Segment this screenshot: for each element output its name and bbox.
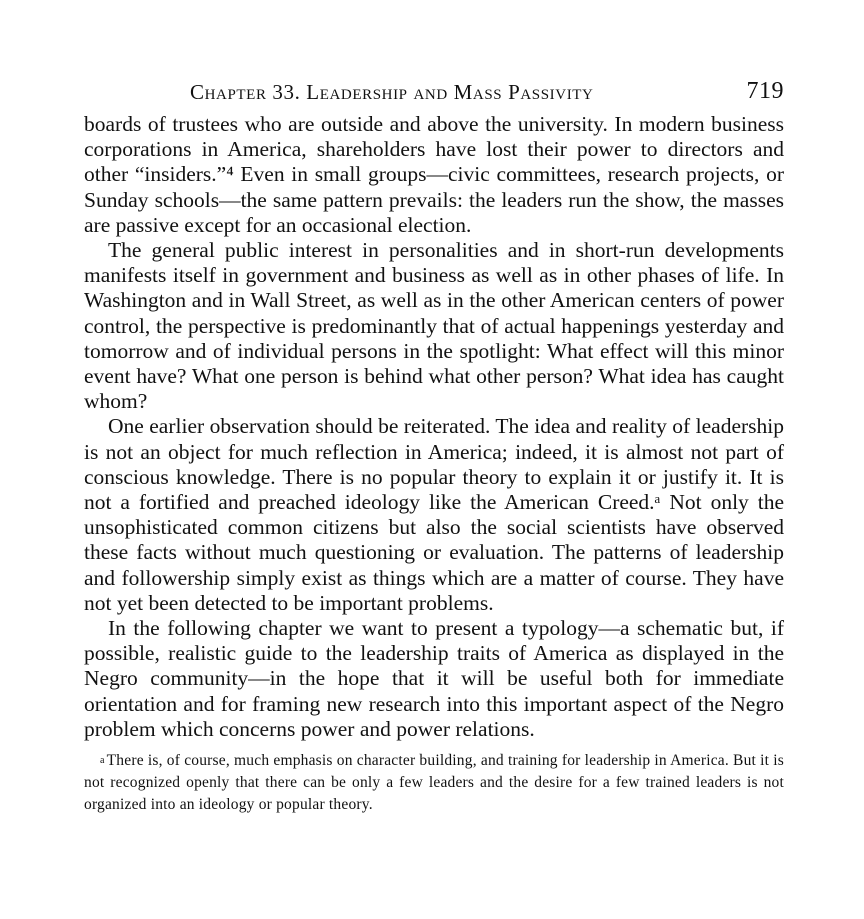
page-header (84, 78, 784, 112)
page-number: 719 (746, 78, 784, 104)
footnote (84, 750, 784, 816)
paragraph: The general public interest in personalities and in short-run developments manifests itself in government and business as well as in other phases of life. In Washington and in Wall Street, as well as in the other American centers of power control, the perspective is predominantly that of actual happenings yesterday and tomorrow and of individual persons in the spotlight: What effect will this minor event have? What one person is behind what other person? What idea has caught whom? (84, 238, 784, 414)
paragraph: In the following chapter we want to present a typology—a schematic but, if possible, realistic guide to the leadership traits of America as displayed in the Negro community—in the hope that it will be useful both for immediate orientation and for framing new research into this important aspect of the Negro problem which concerns power and power relations. (84, 616, 784, 741)
paragraph-continued: boards of trustees who are outside and above the university. In modern business corporations in America, shareholders have lost their power to directors and other “insiders.”⁴ Even in small groups—civic committees, research projects, or Sunday schools—the same pattern prevails: the leaders run the show, the masses are passive except for an occasional election. (84, 112, 784, 237)
footnote-marker: a (100, 755, 105, 767)
paragraph: One earlier observation should be reiterated. The idea and reality of leadership is not an object for much reflection in America; indeed, it is almost not part of conscious knowledge. There is no popular theory to explain it or justify it. It is not a fortified and preached ideology like the American Creed.ᵃ Not only the unsophisticated common citizens but also the social scientists have observed these facts without much questioning or evaluation. The patterns of leadership and followership simply exist as things which are a matter of course. They have not yet been detected to be important problems. (84, 414, 784, 615)
footnote-text: There is, of course, much emphasis on character building, and training for leadership in America. But it is not recognized openly that there can be only a few leaders and the desire for a few trained leaders is not organized into an ideology or popular theory. (84, 752, 784, 814)
body-text (84, 112, 784, 742)
running-head: Chapter 33. Leadership and Mass Passivity (190, 80, 594, 104)
book-page (84, 78, 784, 816)
